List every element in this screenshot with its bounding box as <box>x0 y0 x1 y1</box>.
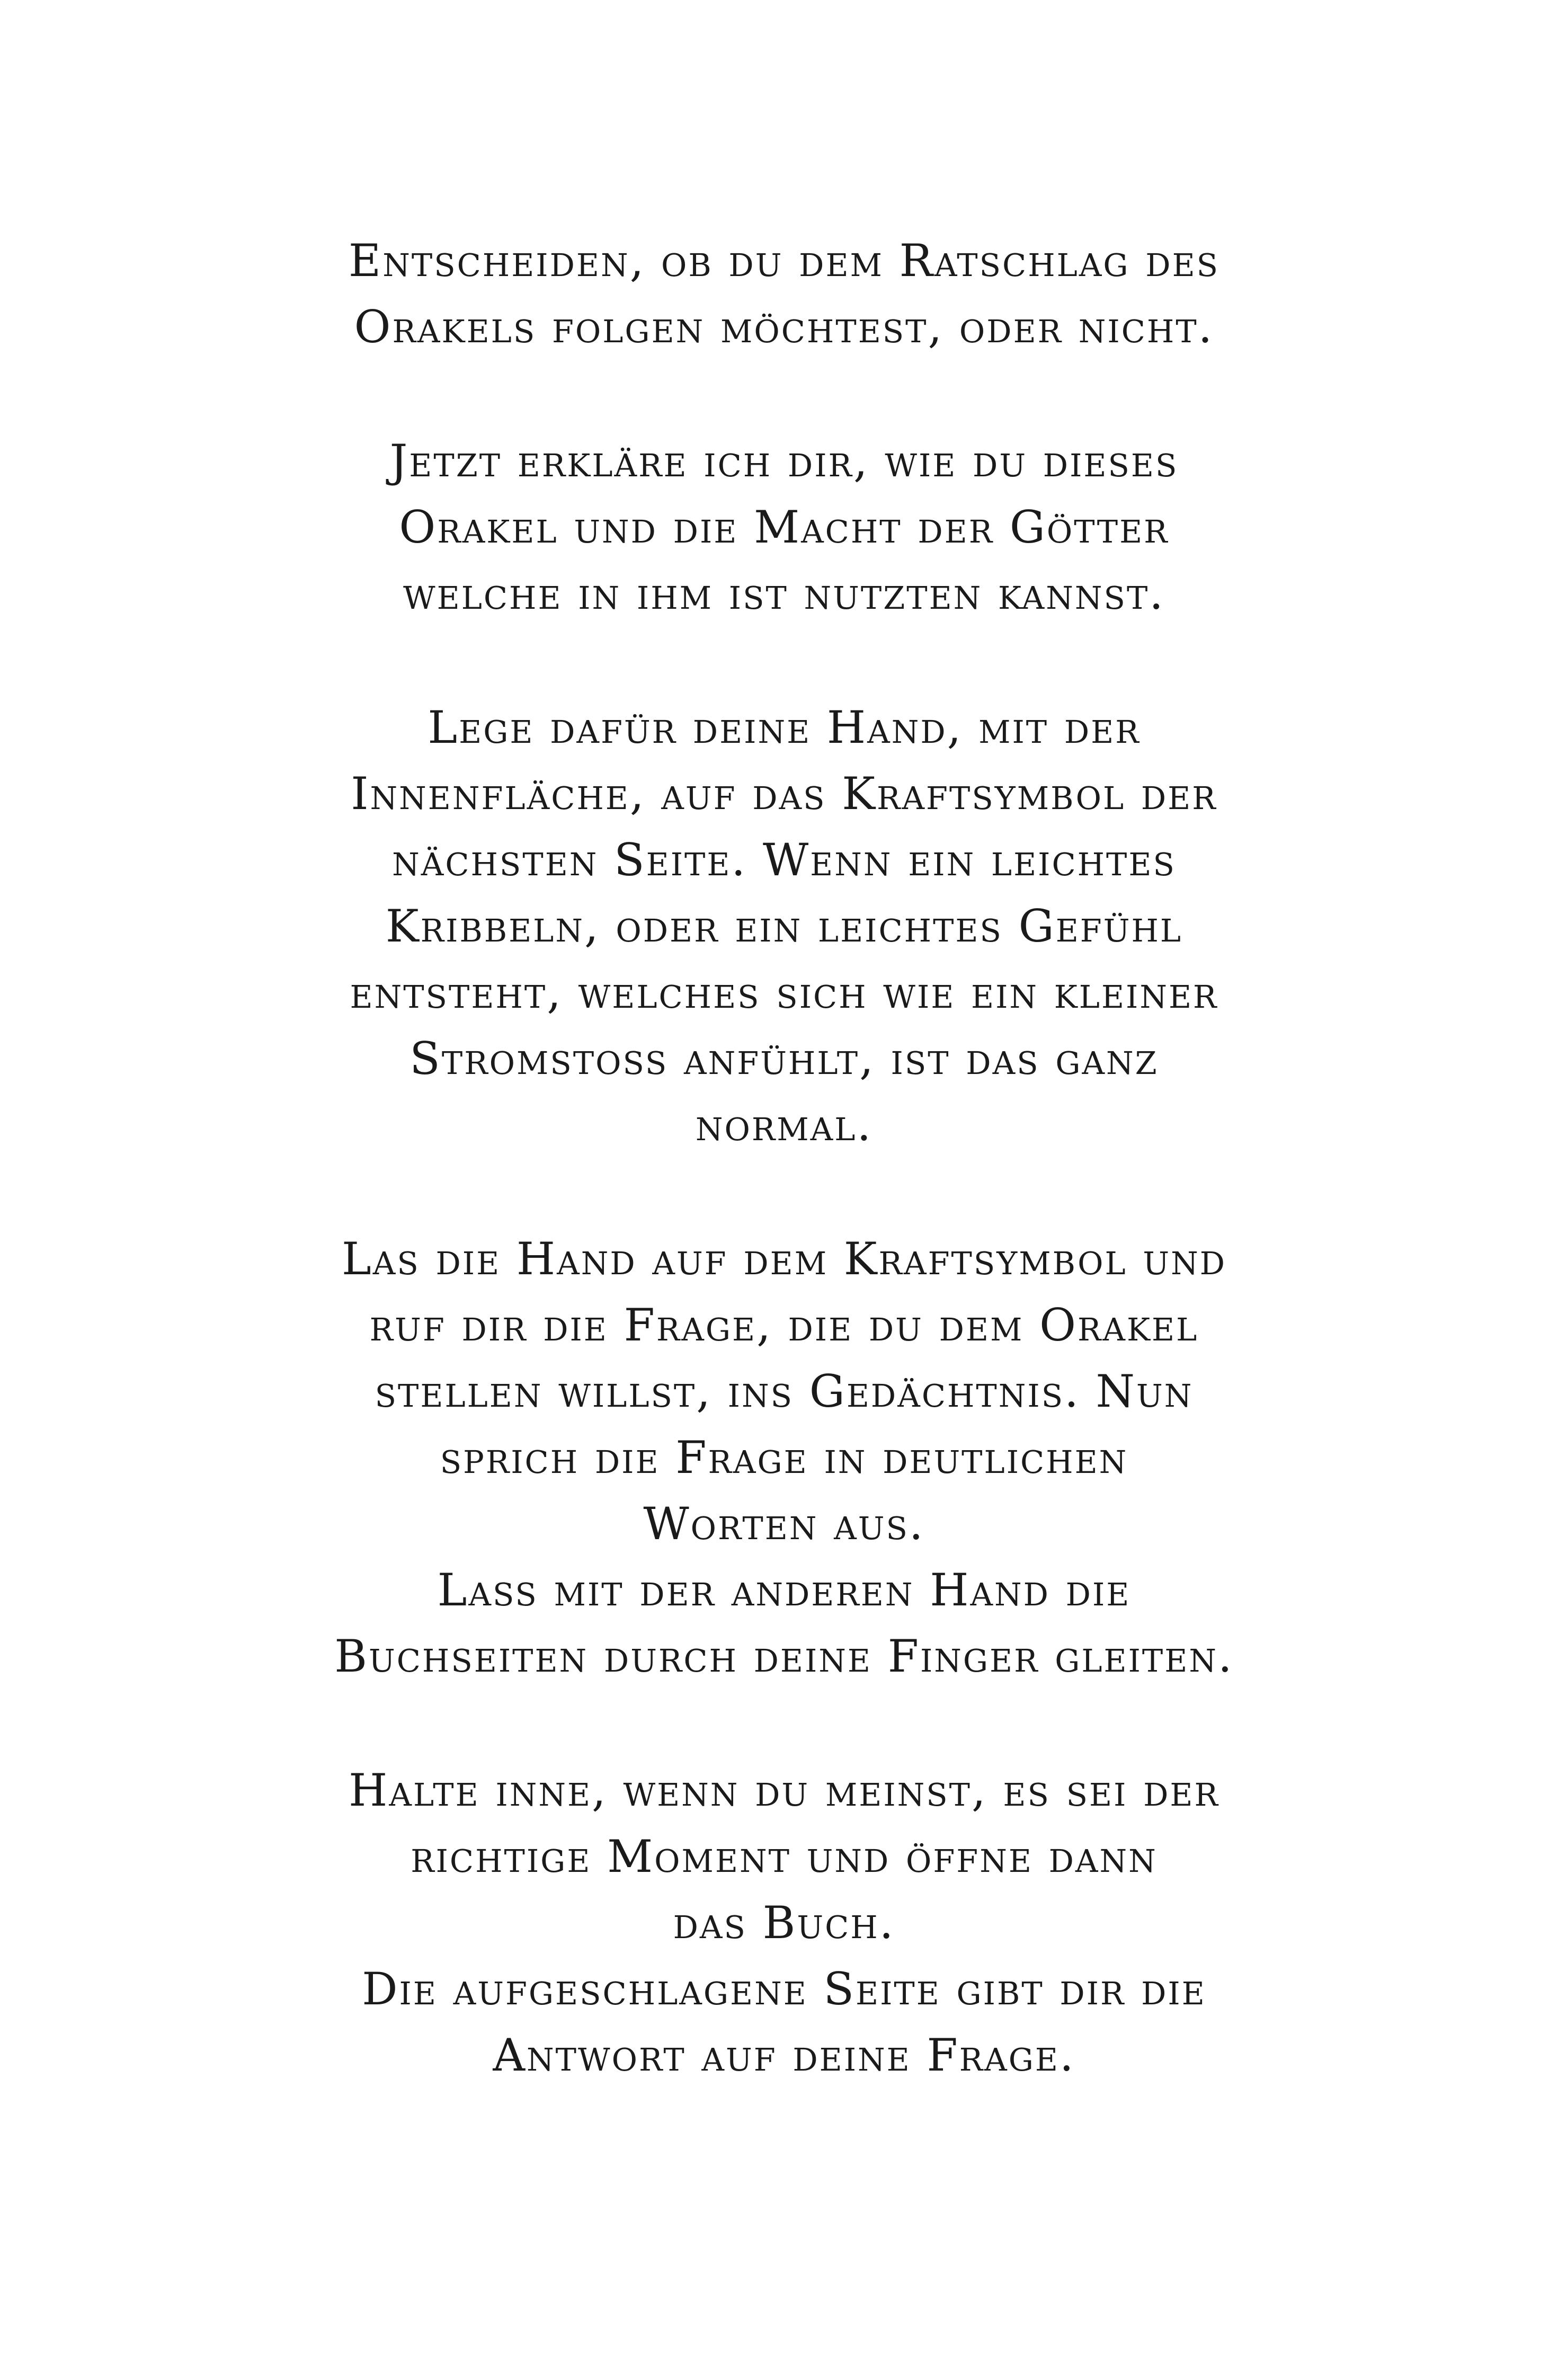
text-line: Entscheiden, ob du dem Ratschlag des <box>348 235 1220 287</box>
text-line: Innenfläche, auf das Kraftsymbol der <box>351 768 1217 820</box>
text-line: entsteht, welches sich wie ein kleiner <box>350 966 1218 1018</box>
body-text <box>201 228 1367 2156</box>
text-line: Orakel und die Macht der Götter <box>399 501 1169 553</box>
text-line: Antwort auf deine Frage. <box>493 2029 1075 2081</box>
text-line: Buchseiten durch deine Finger gleiten. <box>334 1630 1234 1682</box>
text-line: richtige Moment und öffne dann <box>411 1831 1158 1882</box>
text-line: Kribbeln, oder ein leichtes Gefühl <box>385 900 1183 952</box>
paragraph-explanation <box>201 428 1367 627</box>
paragraph-question <box>201 1226 1367 1690</box>
text-line: Lass mit der anderen Hand die <box>437 1564 1131 1616</box>
text-line: das Buch. <box>673 1897 895 1949</box>
text-line: Las die Hand auf dem Kraftsymbol und <box>341 1233 1227 1285</box>
text-line: nächsten Seite. Wenn ein leichtes <box>392 834 1176 886</box>
text-line: Lege dafür deine Hand, mit der <box>428 701 1141 753</box>
text-line: welche in ihm ist nutzten kannst. <box>403 567 1165 619</box>
text-line: stellen willst, ins Gedächtnis. Nun <box>375 1365 1194 1417</box>
text-line: Orakels folgen möchtest, oder nicht. <box>354 301 1214 353</box>
text-line: Jetzt erkläre ich dir, wie du dieses <box>389 435 1179 487</box>
text-line: sprich die Frage in deutlichen <box>440 1432 1128 1484</box>
text-line: Stromstoss anfühlt, ist das ganz <box>409 1033 1159 1085</box>
paragraph-answer <box>201 1757 1367 2089</box>
text-line: Die aufgeschlagene Seite gibt dir die <box>362 1963 1206 2015</box>
paragraph-hand-placement <box>201 695 1367 1158</box>
text-line: normal. <box>695 1099 873 1151</box>
text-line: Halte inne, wenn du meinst, es sei der <box>349 1764 1219 1816</box>
text-line: Worten aus. <box>643 1498 925 1550</box>
text-line: ruf dir die Frage, die du dem Orakel <box>369 1299 1199 1351</box>
paragraph-decision <box>201 228 1367 360</box>
